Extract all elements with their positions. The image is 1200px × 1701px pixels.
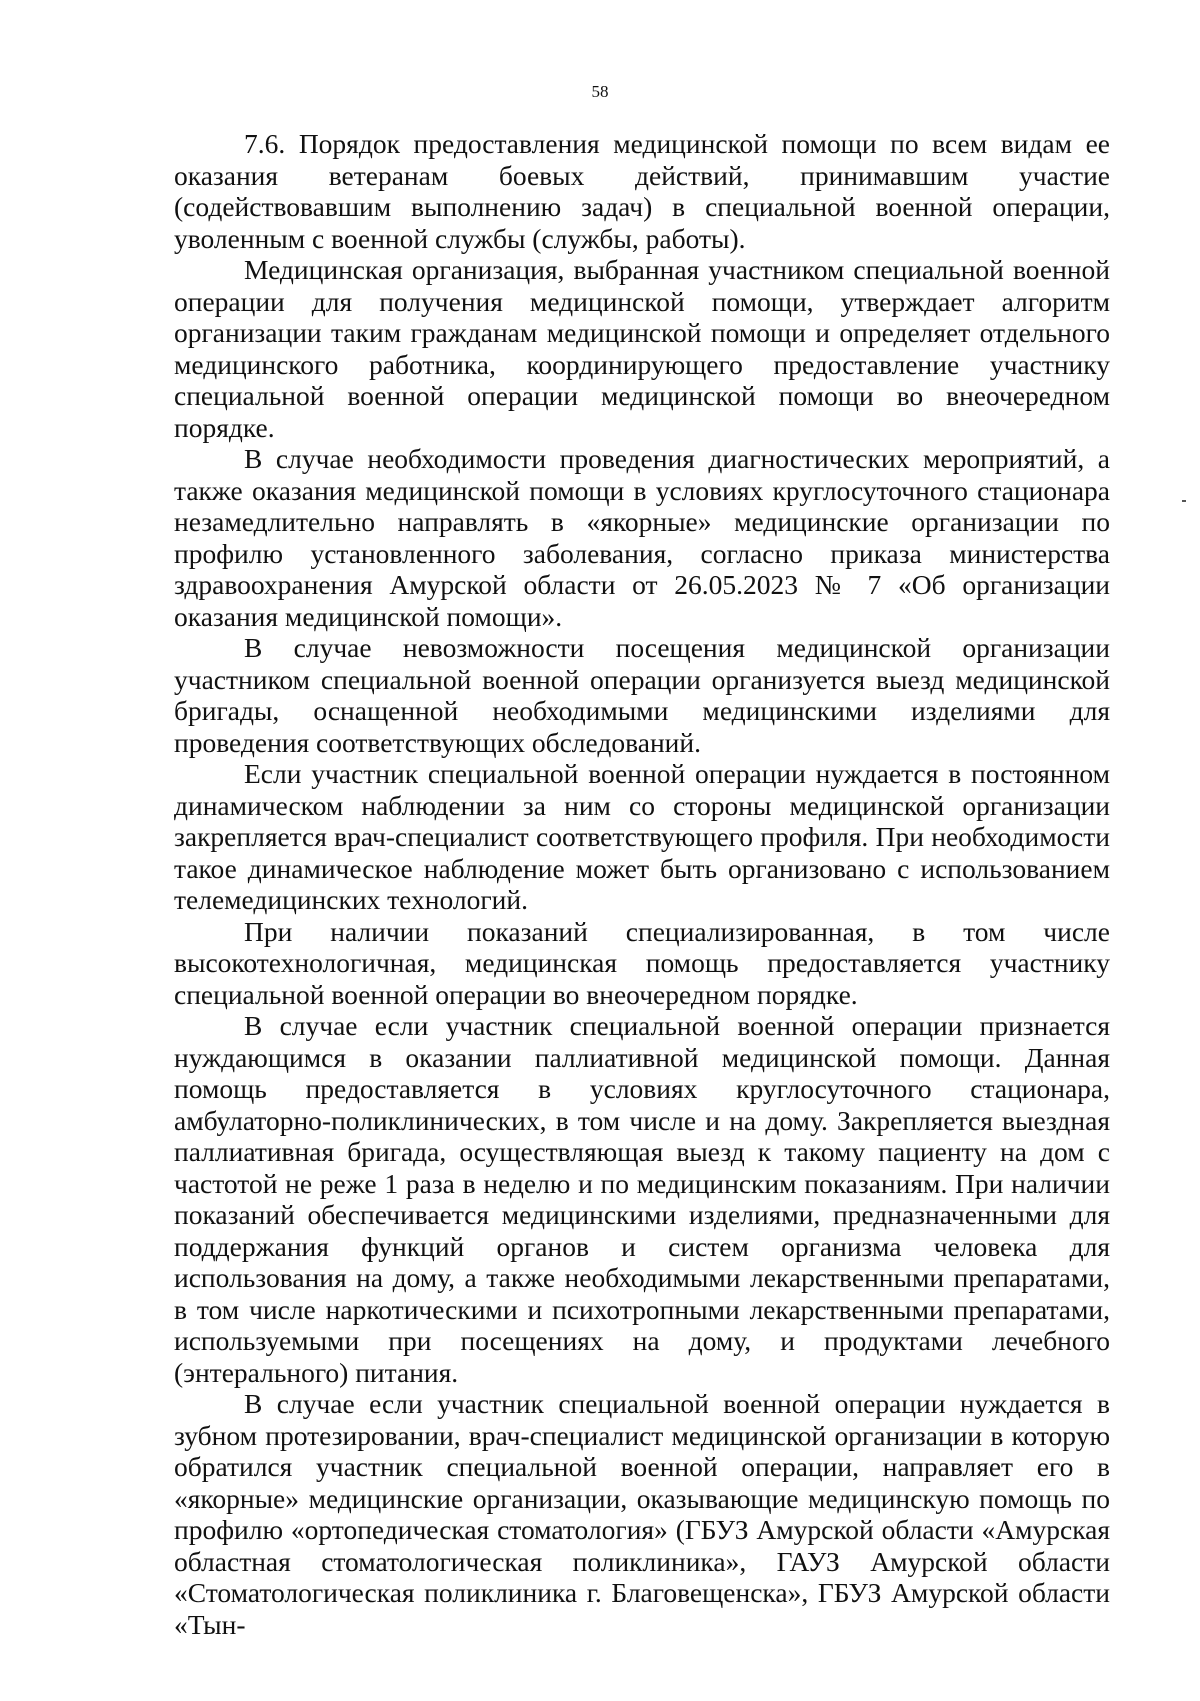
paragraph-high-tech-care: При наличии показаний специализированная, в том числе высокотехнологичная, медицинская помощь предоставляется участнику специальной военной операции во внеочередном порядке. bbox=[174, 915, 1110, 1010]
paragraph-dynamic-observation: Если участник специальной военной операции нуждается в постоянном динамическом наблюдении за ним со стороны медицинской организации закрепляется врач-специалист соответствующего профиля. При необходимости такое динамическое наблюдение может быть организовано с использованием телемедицинских технологий. bbox=[174, 758, 1110, 915]
paragraph-palliative-care: В случае если участник специальной военной операции признается нуждающимся в оказании паллиативной медицинской помощи. Данная помощь предоставляется в условиях круглосуточного стационара, амбулаторно-поликлинических, в том числе и на дому. Закрепляется выездная паллиативная бригада, осуществляющая выезд к такому пациенту на дом с частотой не реже 1 раза в неделю и по медицинским показаниям. При наличии показаний обеспечивается медицинскими изделиями, предназначенными для поддержания функций органов и систем организма человека для использования на дому, а также необходимыми лекарственными препаратами, в том числе наркотическими и психотропными лекарственными препаратами, используемыми при посещениях на дому, и продуктами лечебного (энтерального) питания. bbox=[174, 1010, 1110, 1388]
scan-margin-mark bbox=[1182, 500, 1186, 502]
paragraph-field-team: В случае невозможности посещения медицинской организации участником специальной военной операции организуется выезд медицинской бригады, оснащенной необходимыми медицинскими изделиями для проведения соответствующих обследований. bbox=[174, 632, 1110, 758]
paragraph-medical-organization: Медицинская организация, выбранная участником специальной военной операции для получения медицинской помощи, утверждает алгоритм организации таким гражданам медицинской помощи и определяет отдельного медицинского работника, координирующего предоставление участнику специальной военной операции медицинской помощи во внеочередном порядке. bbox=[174, 254, 1110, 443]
paragraph-7-6-heading: 7.6. Порядок предоставления медицинской помощи по всем видам ее оказания ветеранам боевых действий, принимавшим участие (содействовавшим выполнению задач) в специальной военной операции, уволенным с военной службы (службы, работы). bbox=[174, 128, 1110, 254]
paragraph-diagnostics: В случае необходимости проведения диагностических мероприятий, а также оказания медицинской помощи в условиях круглосуточного стационара незамедлительно направлять в «якорные» медицинские организации по профилю установленного заболевания, согласно приказа министерства здравоохранения Амурской области от 26.05.2023 № 7 «Об организации оказания медицинской помощи». bbox=[174, 443, 1110, 632]
page-number: 58 bbox=[591, 82, 609, 101]
document-body bbox=[174, 128, 1110, 1640]
paragraph-dental-prosthetics: В случае если участник специальной военной операции нуждается в зубном протезировании, врач-специалист медицинской организации в которую обратился участник специальной военной операции, направляет его в «якорные» медицинские организации, оказывающие медицинскую помощь по профилю «ортопедическая стоматология» (ГБУЗ Амурской области «Амурская областная стоматологическая поликлиника», ГАУЗ Амурской области «Стоматологическая поликлиника г. Благовещенска», ГБУЗ Амурской области «Тын- bbox=[174, 1388, 1110, 1640]
